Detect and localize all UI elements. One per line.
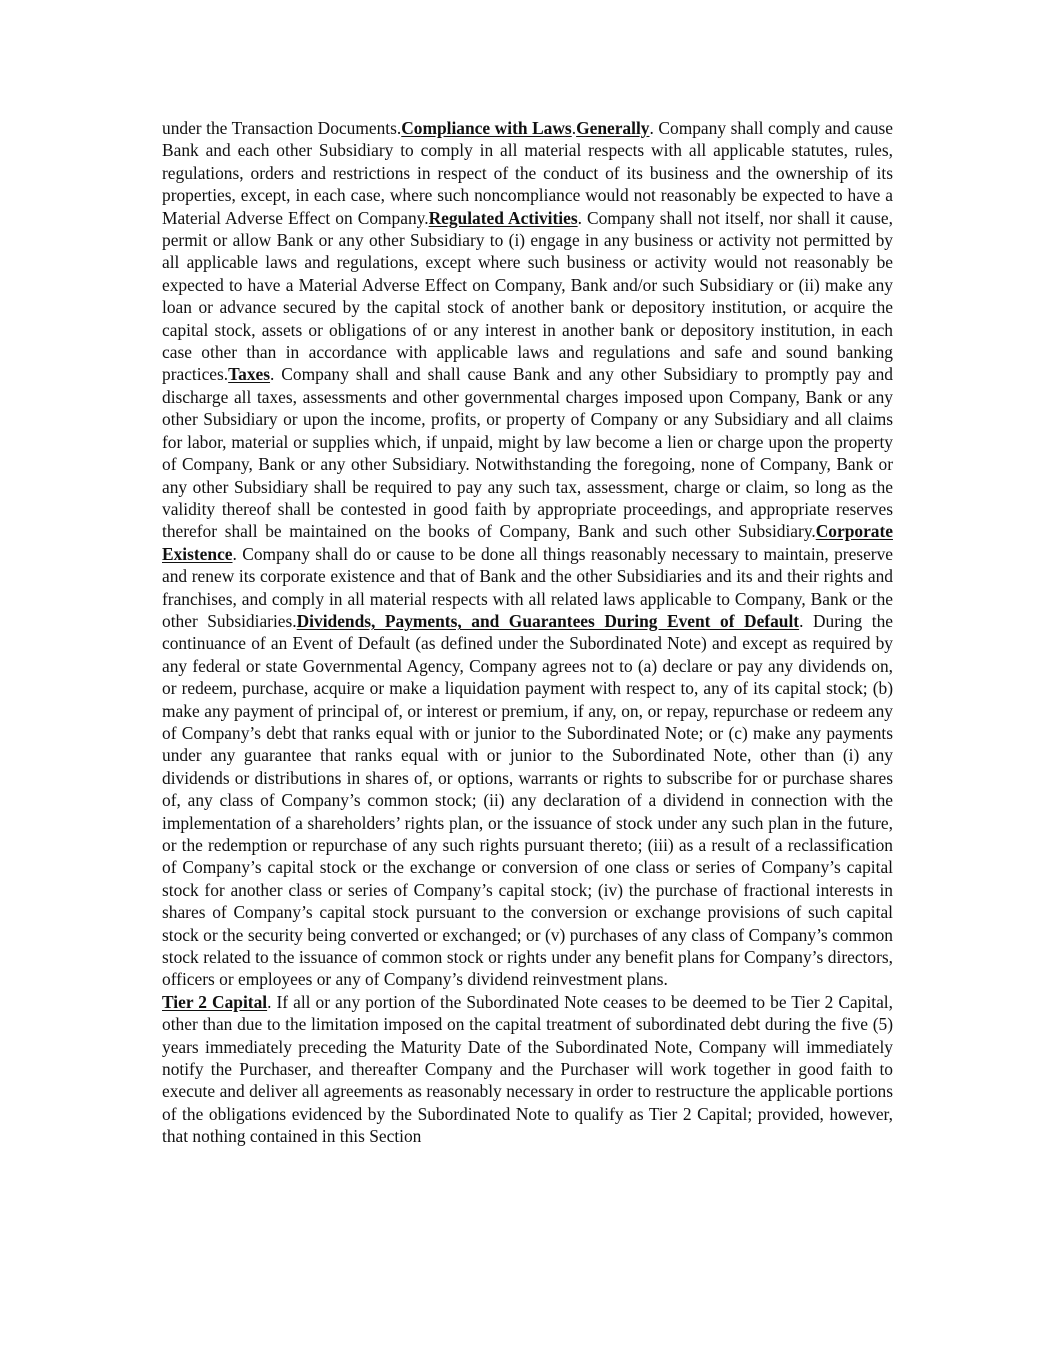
heading-regulated-activities: Regulated Activities	[428, 207, 578, 228]
text-segment: . During the continuance of an Event of Default (as defined under the Subordinated Note) and except as required by any federal or state Governmental Agency, Company agrees not to (a) declare or pay any dividends on, or redeem, purchase, acquire or make a liquidation payment with respect to, any of its capital stock; (b) make any payment of principal of, or interest or premium, if any, on, or repay, repurchase or redeem any of Company’s debt that ranks equal with or junior to the Subordinated Note; or (c) make any payments under any guarantee that ranks equal with or junior to the Subordinated Note, other than (i) any dividends or distributions in shares of, or options, warrants or rights to subscribe for or purchase shares of, any class of Company’s common stock; (ii) any declaration of a dividend in connection with the implementation of a shareholders’ rights plan, or the issuance of stock under any such plan in the future, or the redemption or repurchase of any such rights pursuant thereto; (iii) as a result of a reclassification of Company’s capital stock or the exchange or conversion of one class or series of Company’s capital stock for another class or series of Company’s capital stock; (iv) the purchase of fractional interests in shares of Company’s capital stock pursuant to the conversion or exchange provisions of such capital stock or the security being converted or exchanged; or (v) purchases of any class of Company’s common stock related to the issuance of common stock or rights under any benefit plans for Company’s directors, officers or employees or any of Company’s dividend reinvestment plans.	[162, 610, 893, 990]
body-text	[162, 117, 893, 1148]
document-page	[162, 117, 893, 1148]
text-segment: . Company shall and shall cause Bank and any other Subsidiary to promptly pay and discharge all taxes, assessments and other governmental charges imposed upon Company, Bank or any other Subsidiary or upon the income, profits, or property of Company or any Subsidiary and all claims for labor, material or supplies which, if unpaid, might by law become a lien or charge upon the property of Company, Bank or any other Subsidiary. Notwithstanding the foregoing, none of Company, Bank or any other Subsidiary shall be required to pay any such tax, assessment, charge or claim, so long as the validity thereof shall be contested in good faith by appropriate proceedings, and appropriate reserves therefor shall be maintained on the books of Company, Bank and such other Subsidiary.	[162, 364, 893, 542]
heading-separator: .	[571, 118, 577, 138]
heading-taxes: Taxes	[228, 364, 271, 385]
text-segment: . Company shall do or cause to be done all things reasonably necessary to maintain, preserve and renew its corporate existence and that of Bank and the other Subsidiaries and its and their rights and franchises, and comply in all material respects with all related laws applicable to Company, Bank or the other Subsidiaries.	[162, 543, 893, 631]
text-segment: . If all or any portion of the Subordinated Note ceases to be deemed to be Tier 2 Capital, other than due to the limitation imposed on the capital treatment of subordinated debt during the five (5) years immediately preceding the Maturity Date of the Subordinated Note, Company will immediately notify the Purchaser, and thereafter Company and the Purchaser will work together in good faith to execute and deliver all agreements as reasonably necessary in order to restructure the applicable portions of the obligations evidenced by the Subordinated Note to qualify as Tier 2 Capital; provided, however, that nothing contained in this Section	[162, 991, 893, 1147]
heading-dividends-payments-guarantees: Dividends, Payments, and Guarantees During Event of Default	[296, 610, 800, 631]
heading-generally: Generally	[576, 118, 650, 138]
heading-tier-2-capital: Tier 2 Capital	[162, 991, 268, 1012]
text-segment: . Company shall not itself, nor shall it cause, permit or allow Bank or any other Subsidiary to (i) engage in any business or activity not permitted by all applicable laws and regulations, except where such business or activity would not reasonably be expected to have a Material Adverse Effect on Company, Bank and/or such Subsidiary or (ii) make any loan or advance secured by the capital stock of another bank or depository institution, or acquire the capital stock, assets or obligations of or any interest in another bank or depository institution, in each case other than in accordance with applicable laws and regulations and safe and sound banking practices.	[162, 207, 893, 385]
heading-compliance-with-laws: Compliance with Laws	[401, 118, 572, 138]
text-segment: under the Transaction Documents.	[162, 118, 402, 138]
heading-corporate-existence: Corporate Existence	[162, 521, 893, 564]
text-segment: . Company shall comply and cause Bank and each other Subsidiary to comply in all material respects with all applicable statutes, rules, regulations, orders and restrictions in respect of the conduct of its business and the ownership of its properties, except, in each case, where such noncompliance would not reasonably be expected to have a Material Adverse Effect on Company.	[162, 118, 893, 228]
